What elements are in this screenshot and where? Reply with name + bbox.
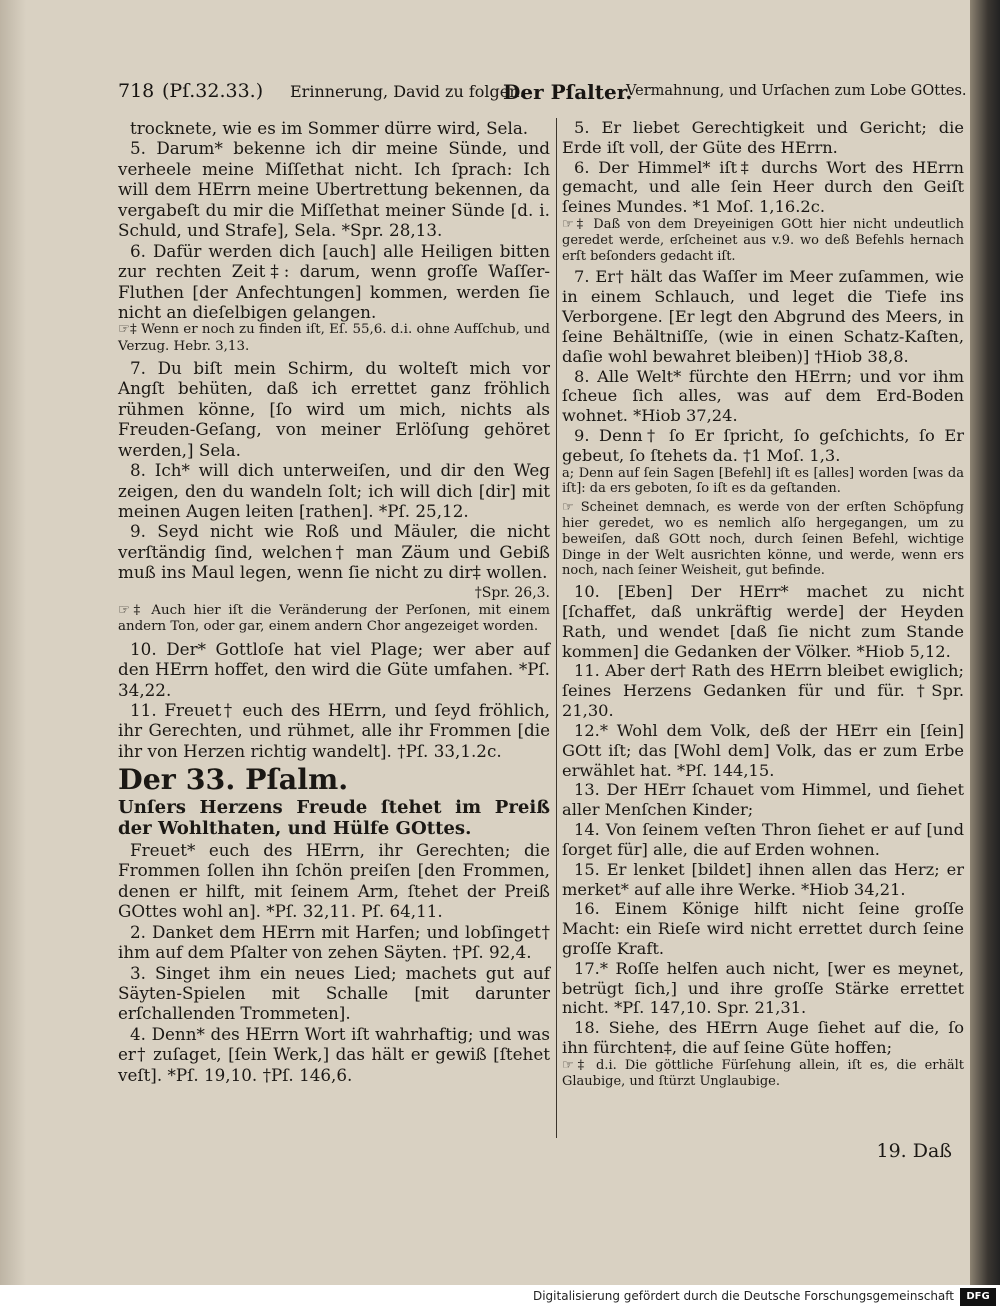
verse-paragraph: 7. Du biſt mein Schirm, du wolteſt mich vor Angſt behüten, daß ich errettet ganz fröhlich rühmen könne, [ſo wird um mich, nichts als Freuden-Geſang, von meiner Erlöſung gehöret werden,] Sela. bbox=[118, 357, 550, 460]
verse-paragraph: trocknete, wie es im Sommer dürre wird, Sela. bbox=[130, 118, 529, 138]
footnote: ☞‡ Auch hier iſt die Veränderung der Perſonen, mit einem andern Ton, oder gar, einem andern Chor angezeiget worden. bbox=[118, 603, 550, 635]
dfg-logo: DFG bbox=[960, 1288, 996, 1306]
verse-paragraph: 17.* Roſſe helfen auch nicht, [wer es meynet, betrügt ſich,] und ihre groſſe Stärke errettet nicht. *Pſ. 147,10. Spr. 21,31. bbox=[562, 958, 964, 1018]
verse-paragraph: 18. Siehe, des HErrn Auge ſiehet auf die, ſo ihn fürchten‡, die auf ſeine Güte hoffen; bbox=[562, 1018, 964, 1058]
book-title: Der Pſalter. bbox=[503, 80, 633, 104]
column-rule bbox=[556, 118, 557, 1138]
verse-paragraph: Freuet* euch des HErrn, ihr Gerechten; die Frommen ſollen ihn ſchön preiſen [den Frommen, denen er hilft, mit ſeinem Arm, ſtehet der Preiß GOttes wohl an]. *Pſ. 32,11. Pſ. 64,11. bbox=[118, 839, 550, 922]
verse-paragraph: 10. Der* Gottloſe hat viel Plage; wer aber auf den HErrn hoffet, den wird die Güte umfahen. *Pſ. 34,22. bbox=[118, 638, 550, 700]
footnote: a; Denn auf ſein Sagen [Befehl] iſt es [alles] worden [was da iſt]: da ers geboten, ſo iſt es da geſtanden. bbox=[562, 465, 964, 497]
verse-paragraph: 16. Einem Könige hilft nicht ſeine groſſe Macht: ein Rieſe wird nicht errettet durch ſeine groſſe Kraft. bbox=[562, 899, 964, 958]
verse-paragraph: 12.* Wohl dem Volk, deß der HErr ein [ſein] GOtt iſt; das [Wohl dem] Volk, das er zum Erbe erwählet hat. *Pſ. 144,15. bbox=[562, 720, 964, 780]
verse-paragraph: 10. [Eben] Der HErr* machet zu nicht [ſchaffet, daß unkräftig werde] der Heyden Rath, und wendet [daß ſie nicht zum Stande kommen] die Gedanken der Völker. *Hiob 5,12. bbox=[562, 582, 964, 661]
footnote: ☞ Scheinet demnach, es werde von der erſten Schöpfung hier geredet, wo es nemlich alſo hergegangen, um zu beweiſen, daß GOtt noch, durch ſeinen Befehl, wichtige Dinge in der Welt ausrichten könne, und werde, wenn ers noch, nach ſeiner Weisheit, gut befinde. bbox=[562, 500, 964, 579]
verse-paragraph: 5. Er liebet Gerechtigkeit und Gericht; die Erde iſt voll, der Güte des HErrn. bbox=[562, 118, 964, 157]
verse-paragraph: 7. Er† hält das Waſſer im Meer zuſammen, wie in einem Schlauch, und leget die Tiefe ins Verborgene. [Er legt den Abgrund des Meers, in ſeine Behältniſſe, (wie in einen Schatz-Kaſten, daſie wohl bewahret bleiben)] †Hiob 38,8. bbox=[562, 267, 964, 366]
verse-paragraph: 8. Alle Welt* fürchte den HErrn; und vor ihm ſcheue ſich alles, was auf dem Erd-Boden wohnet. *Hiob 37,24. bbox=[562, 366, 964, 426]
footer-credit: Digitalisierung gefördert durch die Deutsche Forschungsgemeinschaft bbox=[532, 1289, 954, 1303]
psalm-subtitle: Unſers Herzens Freude ſtehet im Preiß der Wohlthaten, und Hülfe GOttes. bbox=[118, 797, 550, 840]
verse-paragraph: 9. Denn† ſo Er ſpricht, ſo geſchichts, ſo Er gebeut, ſo ſtehets da. †1 Moſ. 1,3. bbox=[562, 426, 964, 465]
left-column bbox=[118, 118, 550, 1085]
verse-paragraph: 4. Denn* des HErrn Wort iſt wahrhaftig; und was er† zuſaget, [ſein Werk,] das hält er gewiß [ſtehet veſt]. *Pſ. 19,10. †Pſ. 146,6. bbox=[118, 1023, 550, 1085]
book-spine bbox=[970, 0, 1000, 1285]
verse-paragraph: 13. Der HErr ſchauet vom Himmel, und ſiehet aller Menſchen Kinder; bbox=[562, 780, 964, 820]
footnote: ☞‡ Wenn er noch zu finden iſt, Eſ. 55,6. d.i. ohne Aufſchub, und Verzug. Hebr. 3,13. bbox=[118, 322, 550, 354]
verse-paragraph: 14. Von ſeinem veſten Thron ſiehet er auf [und ſorget für] alle, die auf Erden wohnen. bbox=[562, 820, 964, 859]
verse-paragraph: 11. Freuet† euch des HErrn, und ſeyd fröhlich, ihr Gerechten, und rühmet, alle ihr Frommen [die ihr von Herzen richtig wandelt]. †Pſ. 33,1.2c. bbox=[118, 699, 550, 761]
psalm-title: Der 33. Pſalm. bbox=[118, 762, 349, 797]
page-number: 718 bbox=[118, 80, 155, 102]
verse-paragraph: 6. Dafür werden dich [auch] alle Heiligen bitten zur rechten Zeit‡: darum, wenn groſſe Waſſer-Fluthen [der Anfechtungen] kommen, werden ſie nicht an dieſelbigen gelangen. bbox=[118, 240, 550, 322]
psalm-reference: (Pſ.32.33.) bbox=[162, 80, 264, 102]
verse-paragraph: 2. Danket dem HErrn mit Harfen; und lobſinget† ihm auf dem Pſalter von zehen Säyten. †Pſ. 92,4. bbox=[118, 921, 550, 963]
verse-paragraph: 6. Der Himmel* iſt‡ durchs Wort des HErrn gemacht, und alle ſein Heer durch den Geiſt ſeines Mundes. *1 Moſ. 1,16.2c. bbox=[562, 157, 964, 217]
digitization-footer bbox=[0, 1285, 1000, 1310]
footnote: ☞‡ d.i. Die göttliche Fürſehung allein, iſt es, die erhält Glaubige, und ſtürzt Unglaubige. bbox=[562, 1057, 964, 1089]
running-header bbox=[118, 80, 967, 110]
verse-paragraph: 8. Ich* will dich unterweiſen, und dir den Weg zeigen, den du wandeln ſolt; ich will dich [dir] mit meinen Augen leiten [rathen]. *Pſ. 25,12. bbox=[118, 460, 550, 521]
cross-reference: †Spr. 26,3. bbox=[474, 584, 550, 601]
verse-paragraph: 3. Singet ihm ein neues Lied; machets gut auf Säyten-Spielen mit Schalle [mit darunter erſchallenden Trommeten]. bbox=[118, 962, 550, 1024]
right-topic: Vermahnung, und Urſachen zum Lobe GOttes. bbox=[626, 83, 967, 99]
right-column bbox=[562, 118, 964, 1092]
left-topic: Erinnerung, David zu folgen. bbox=[290, 82, 525, 101]
page-edge-shadow bbox=[0, 0, 26, 1285]
verse-paragraph: 15. Er lenket [bildet] ihnen allen das Herz; er merket* auf alle ihre Werke. *Hiob 34,21. bbox=[562, 859, 964, 899]
footnote: ☞‡ Daß von dem Dreyeinigen GOtt hier nicht undeutlich geredet werde, erſcheinet aus v.9. wo deß Befehls hernach erſt beſonders gedacht iſt. bbox=[562, 217, 964, 264]
verse-paragraph: 5. Darum* bekenne ich dir meine Sünde, und verheele meine Miſſethat nicht. Ich ſprach: Ich will dem HErrn meine Ubertrettung bekennen, da vergabeſt du mir die Miſſethat meiner Sünde [d. i. Schuld, und Strafe], Sela. *Spr. 28,13. bbox=[118, 138, 550, 241]
catchword: 19. Daß bbox=[876, 1140, 952, 1162]
verse-paragraph: 11. Aber der† Rath des HErrn bleibet ewiglich; ſeines Herzens Gedanken für und für. †Spr. 21,30. bbox=[562, 661, 964, 721]
verse-paragraph: 9. Seyd nicht wie Roß und Mäuler, die nicht verſtändig ſind, welchen† man Zäum und Gebiß muß ins Maul legen, wenn ſie nicht zu dir‡ wollen. bbox=[118, 521, 550, 583]
